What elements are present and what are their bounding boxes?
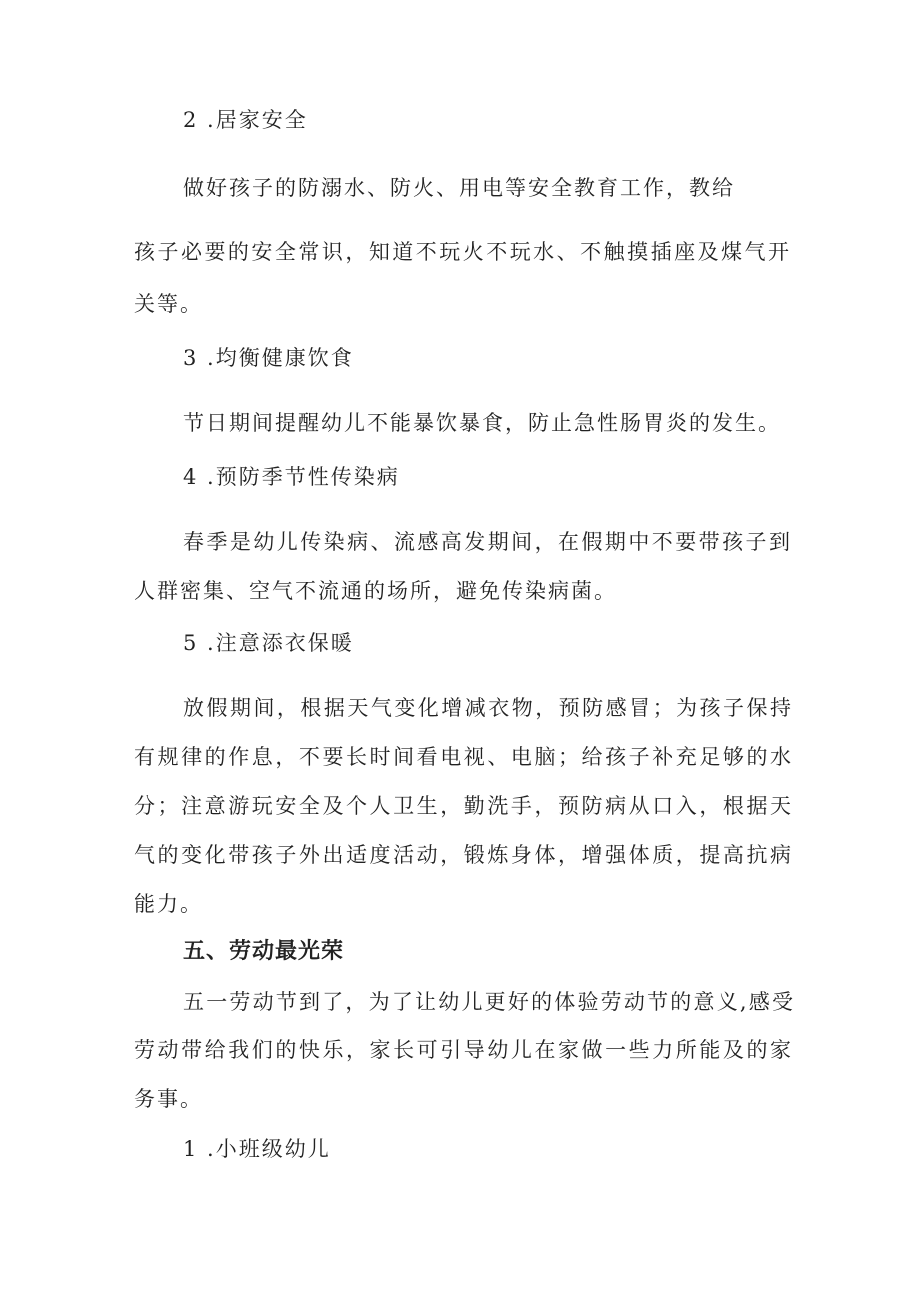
paragraph-line: 气的变化带孩子外出适度活动，锻炼身体，增强体质，提高抗病 [134, 843, 791, 867]
paragraph-line: 五一劳动节到了，为了让幼儿更好的体验劳动节的意义,感受 [183, 990, 793, 1014]
paragraph-line: 关等。 [134, 292, 203, 316]
paragraph-line: 节日期间提醒幼儿不能暴饮暴食，防止急性肠胃炎的发生。 [183, 411, 781, 435]
subheading-small-class: 1 .小班级幼儿 [183, 1137, 331, 1161]
paragraph-line: 务事。 [134, 1087, 203, 1111]
paragraph-line: 能力。 [134, 892, 203, 916]
section-title-labor: 五、劳动最光荣 [183, 939, 345, 964]
paragraph-line: 做好孩子的防溺水、防火、用电等安全教育工作，教给 [183, 176, 735, 200]
subheading-healthy-diet: 3 .均衡健康饮食 [183, 346, 354, 370]
paragraph-line: 春季是幼儿传染病、流感高发期间，在假期中不要带孩子到 [183, 530, 790, 554]
paragraph-line: 劳动带给我们的快乐，家长可引导幼儿在家做一些力所能及的家 [134, 1038, 791, 1062]
paragraph-line: 放假期间，根据天气变化增减衣物，预防感冒；为孩子保持 [183, 696, 791, 720]
subheading-home-safety: 2 .居家安全 [183, 108, 308, 132]
subheading-keep-warm: 5 .注意添衣保暖 [183, 631, 354, 655]
paragraph-line: 有规律的作息，不要长时间看电视、电脑；给孩子补充足够的水 [134, 745, 791, 769]
paragraph-line: 孩子必要的安全常识，知道不玩火不玩水、不触摸插座及煤气开 [134, 240, 789, 264]
paragraph-line: 人群密集、空气不流通的场所，避免传染病菌。 [134, 579, 617, 603]
paragraph-line: 分；注意游玩安全及个人卫生，勤洗手，预防病从口入，根据天 [134, 794, 791, 818]
subheading-seasonal-disease: 4 .预防季节性传染病 [183, 465, 400, 489]
